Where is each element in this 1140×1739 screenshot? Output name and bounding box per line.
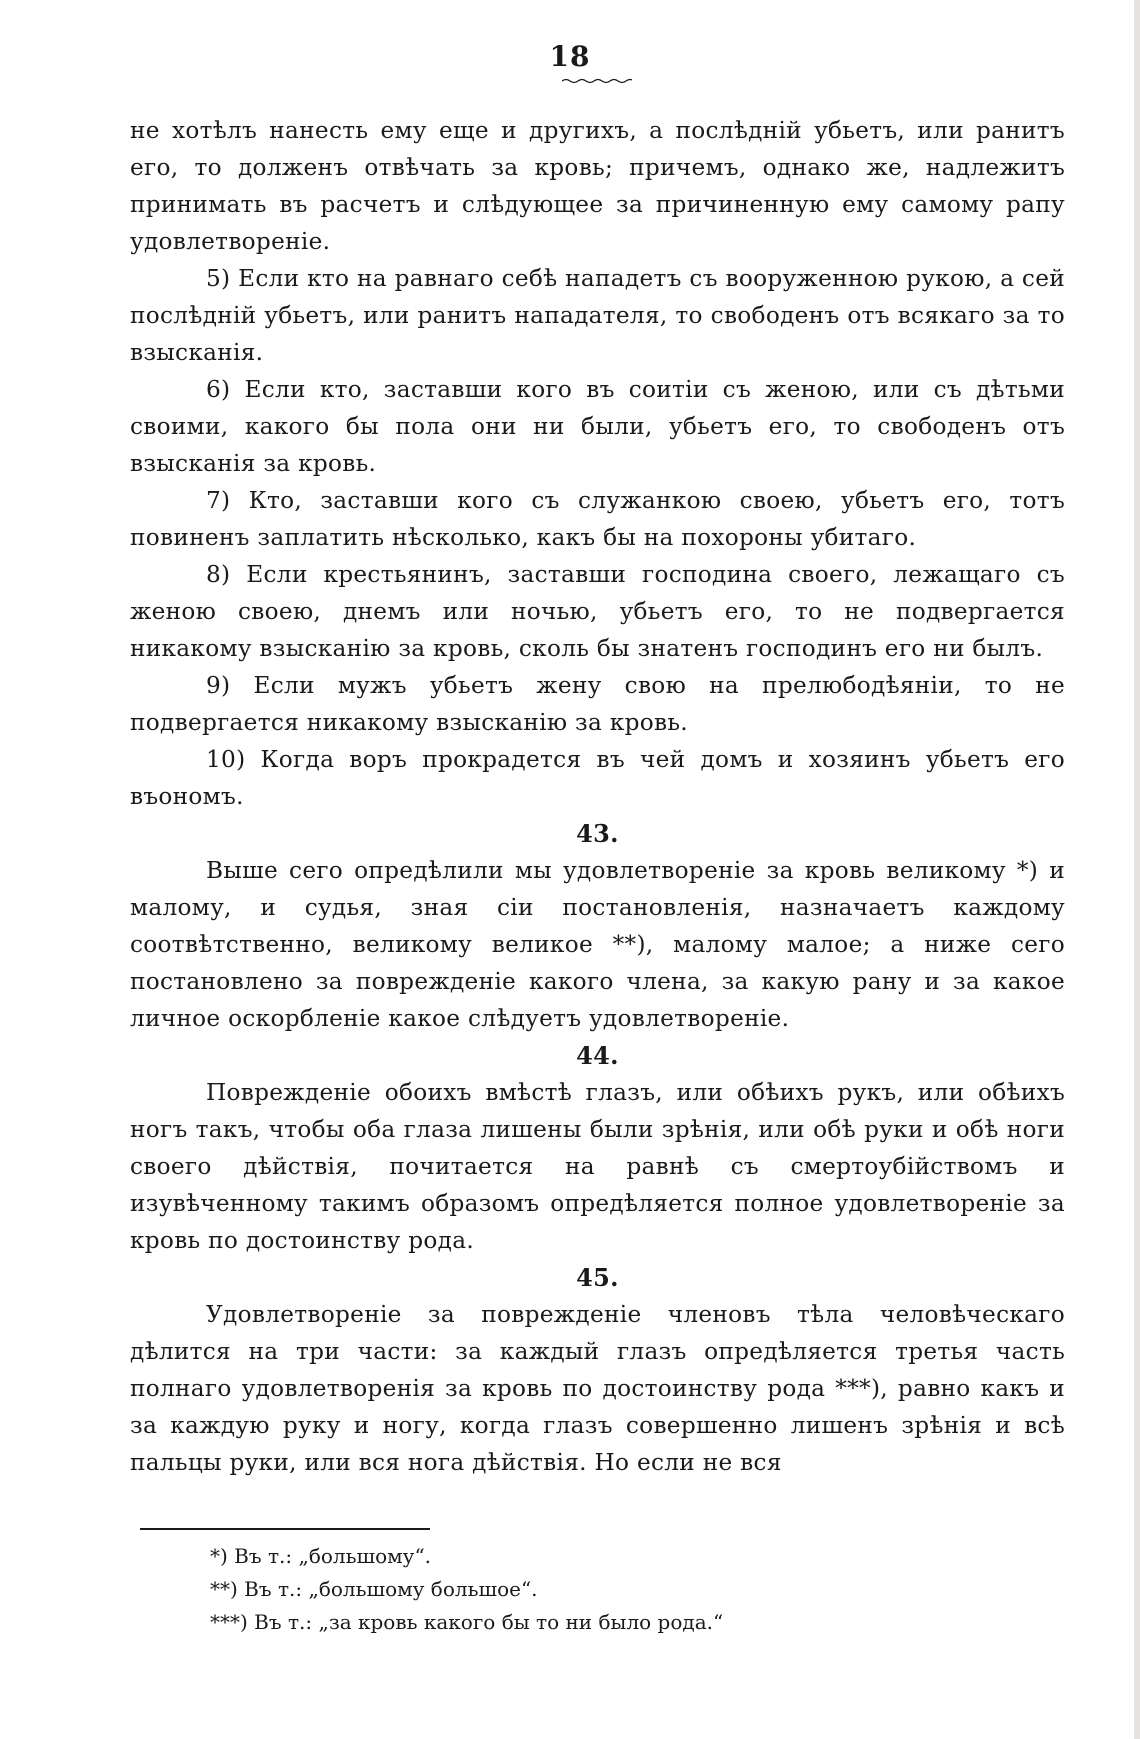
section-43-text: Выше сего опредѣлили мы удовлетворенiе за кровь великому *) и малому, и судья, зная сiи постановленiя, назначаетъ каждому соотвѣтственно, великому великое **), малому малое; а ниже сего постановлено за поврежденiе какого члена, за какую рану и за какое личное оскорбленiе какое слѣдуетъ удовлетворенiе. (130, 857, 1065, 1032)
section-45-text: Удовлетворенiе за поврежденiе членовъ тѣла человѣческаго дѣлится на три части: за каждый глазъ опредѣляется третья часть полнаго удовлетворенiя за кровь по достоинству рода ***), равно какъ и за каждую руку и ногу, когда глазъ совершенно лишенъ зрѣнiя и всѣ пальцы руки, или вся нога дѣйствiя. Но если не вся (130, 1301, 1065, 1476)
paragraph-continued: не хотѣлъ нанесть ему еще и другихъ, а послѣднiй убьетъ, или ранитъ его, то долженъ отвѣчать за кровь; причемъ, однако же, надлежитъ принимать въ расчетъ и слѣдующее за причиненную ему самому рапу удовлетворенiе. (130, 117, 1065, 255)
page-number: 18 (549, 40, 591, 73)
footnote-divider (140, 1528, 430, 1530)
section-number-43: 43. (576, 819, 619, 848)
section-number-44: 44. (576, 1041, 619, 1070)
paragraph-clause-8: 8) Если крестьянинъ, заставши господина своего, лежащаго съ женою своею, днемъ или ночью, убьетъ его, то не подвергается никакому взысканiю за кровь, сколь бы знатенъ господинъ его ни былъ. (130, 561, 1065, 662)
paragraph-clause-7: 7) Кто, заставши кого съ служанкою своею, убьетъ его, тотъ повиненъ заплатить нѣсколько, какъ бы на похороны убитаго. (130, 487, 1065, 551)
footnotes (210, 1540, 1010, 1639)
page-edge-shadow (1134, 0, 1140, 1739)
footnote-2: **) Въ т.: „большому большое“. (210, 1577, 538, 1601)
footnote-1: *) Въ т.: „большому“. (210, 1544, 432, 1568)
paragraph-clause-9: 9) Если мужъ убьетъ жену свою на прелюбодѣянiи, то не подвергается никакому взысканiю за кровь. (130, 672, 1065, 736)
section-number-45: 45. (576, 1263, 619, 1292)
section-44-text: Поврежденiе обоихъ вмѣстѣ глазъ, или обѣихъ рукъ, или обѣихъ ногъ такъ, чтобы оба глаза лишены были зрѣнiя, или обѣ руки и обѣ ноги своего дѣйствiя, почитается на равнѣ съ смертоубiйствомъ и изувѣченному такимъ образомъ опредѣляется полное удовлетворенiе за кровь по достоинству рода. (130, 1079, 1065, 1254)
page-number-ornament (562, 78, 632, 84)
paragraph-clause-5: 5) Если кто на равнаго себѣ нападетъ съ вооруженною рукою, а сей послѣднiй убьетъ, или ранитъ нападателя, то свободенъ отъ всякаго за то взысканiя. (130, 265, 1065, 366)
paragraph-clause-6: 6) Если кто, заставши кого въ соитiи съ женою, или съ дѣтьми своими, какого бы пола они ни были, убьетъ его, то свободенъ отъ взысканiя за кровь. (130, 376, 1065, 477)
main-text (130, 112, 1065, 1481)
paragraph-clause-10: 10) Когда воръ прокрадется въ чей домъ и хозяинъ убьетъ его въономъ. (130, 746, 1065, 810)
footnote-3: ***) Въ т.: „за кровь какого бы то ни было рода.“ (210, 1610, 724, 1634)
